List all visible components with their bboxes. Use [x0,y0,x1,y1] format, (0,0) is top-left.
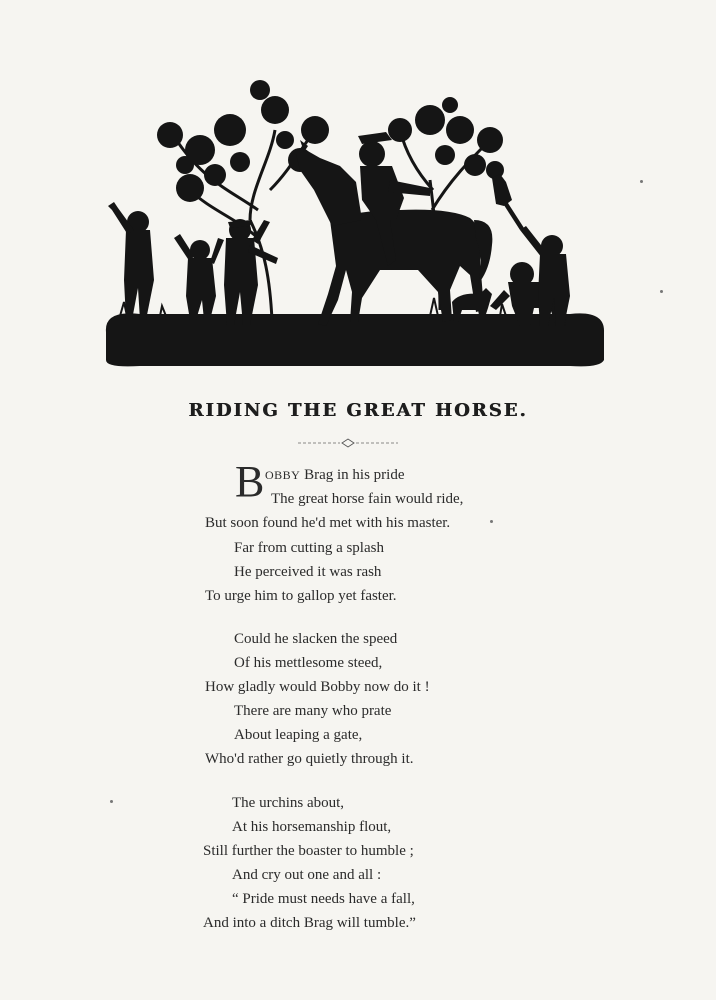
poem-line [265,464,405,488]
poem-line: And cry out one and all : [232,867,382,883]
poem-line: Could he slacken the speed [234,631,398,647]
poem-line: There are many who prate [234,703,392,719]
drop-cap: B [235,457,265,506]
poem-line: How gladly would Bobby now do it ! [205,679,430,695]
poem-line: And into a ditch Brag will tumble.” [203,915,416,931]
poem-line: Who'd rather go quietly through it. [205,751,414,767]
first-line-tail: Brag in his pride [300,467,405,483]
paper-speck [490,520,493,523]
paper-speck [660,290,663,293]
title-ornament-icon [298,437,398,449]
paper-speck [110,800,113,803]
poem-line: To urge him to gallop yet faster. [205,588,397,604]
poem-line: Of his mettlesome steed, [234,655,383,671]
poem-line: About leaping a gate, [234,727,363,743]
poem-line: But soon found he'd met with his master. [205,515,451,531]
paper-speck [640,180,643,183]
poem-line: He perceived it was rash [234,564,382,580]
first-word-small-caps: OBBY [265,468,301,482]
poem-line: Far from cutting a splash [234,540,384,556]
poem-line: At his horsemanship flout, [232,819,392,835]
poem-line: Still further the boaster to humble ; [203,843,414,859]
poem-line: The urchins about, [232,795,345,811]
poem-line: “ Pride must needs have a fall, [232,891,415,907]
poem-title: RIDING THE GREAT HORSE. [188,400,528,421]
poem-line: The great horse fain would ride, [271,491,464,507]
silhouette-illustration-icon [100,70,610,370]
